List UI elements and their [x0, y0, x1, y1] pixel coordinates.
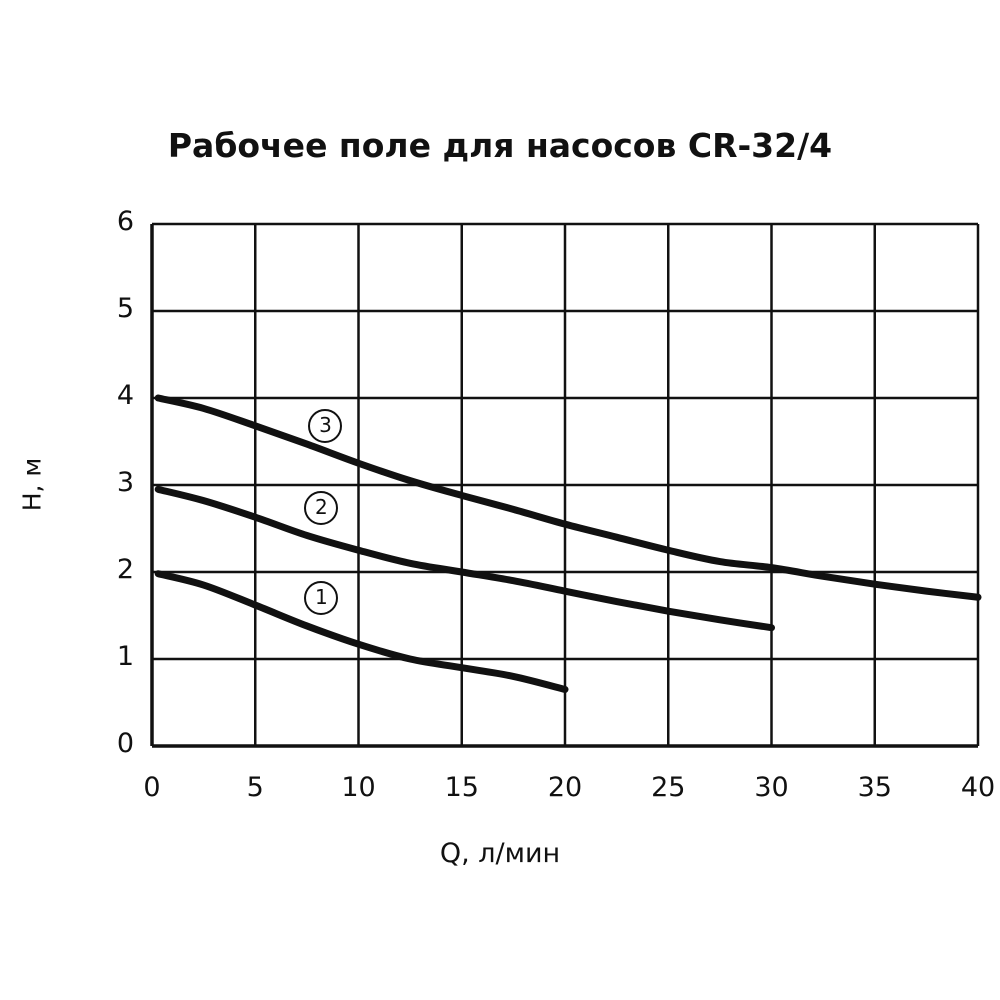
x-tick-label: 20 [547, 772, 583, 803]
y-axis-label: H, м [17, 457, 47, 512]
x-tick-label: 0 [143, 772, 161, 803]
page-title: Рабочее поле для насосов CR-32/4 [167, 126, 833, 165]
y-tick-label: 0 [116, 728, 134, 759]
y-tick-label: 1 [116, 641, 134, 672]
x-tick-label: 15 [444, 772, 479, 803]
curve-2 [158, 489, 771, 627]
x-tick-label: 5 [246, 772, 264, 803]
y-tick-label: 6 [116, 206, 134, 237]
curve-badge-1: 1 [304, 581, 338, 615]
curve-badge-3: 3 [308, 409, 342, 443]
y-tick-label: 4 [116, 380, 134, 411]
y-tick-label: 3 [116, 467, 134, 498]
y-tick-label: 2 [116, 554, 134, 585]
x-tick-label: 40 [960, 772, 996, 803]
x-tick-label: 10 [341, 772, 376, 803]
curve-badge-2: 2 [304, 491, 338, 525]
grid-lines [152, 224, 978, 746]
x-tick-label: 35 [857, 772, 892, 803]
curve-3 [158, 398, 978, 597]
curve-lines [158, 398, 978, 689]
curve-1 [158, 574, 565, 690]
y-tick-label: 5 [116, 293, 134, 324]
x-tick-label: 30 [754, 772, 789, 803]
x-tick-label: 25 [651, 772, 686, 803]
x-axis-label: Q, л/мин [439, 838, 561, 869]
